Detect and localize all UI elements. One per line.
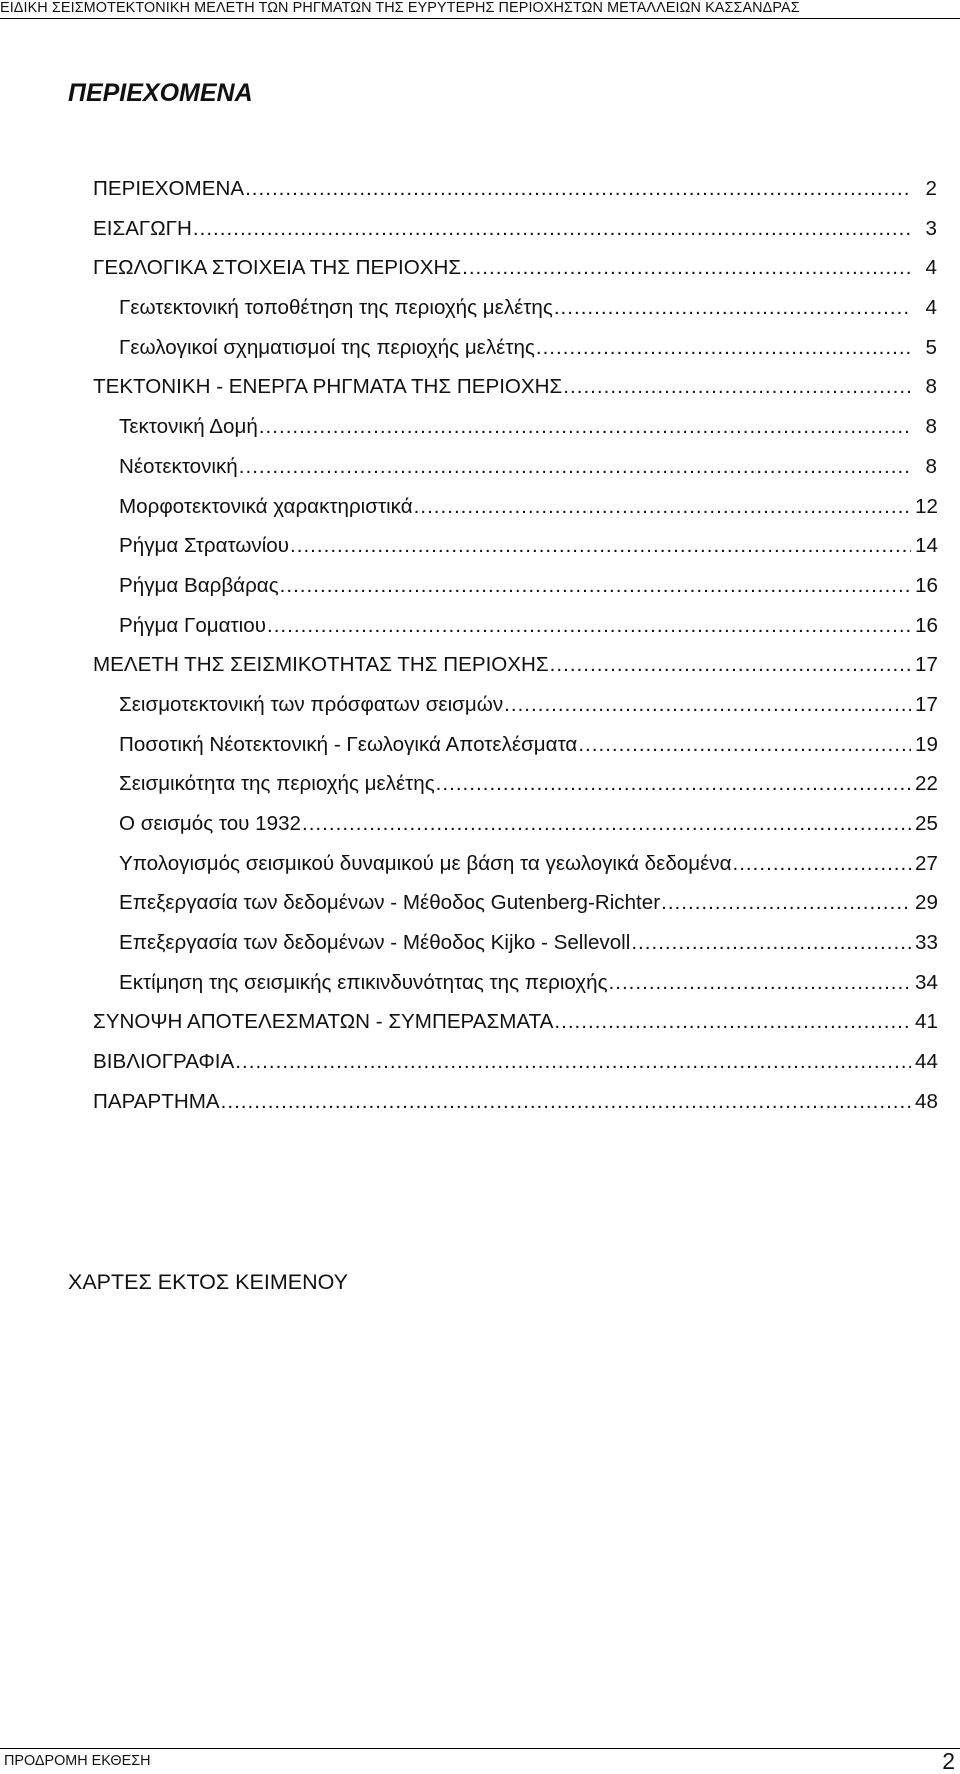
toc-entry-leader	[259, 415, 911, 439]
toc-entry-leader	[193, 217, 911, 241]
toc-entry[interactable]	[0, 296, 960, 336]
toc-entry[interactable]	[0, 971, 960, 1011]
toc-entry-title: Γεωλογικοί σχηματισμοί της περιοχής μελέτης	[119, 335, 535, 359]
toc-entry-title: ΕΙΣΑΓΩΓΗ	[93, 216, 192, 240]
footer-rule	[0, 1748, 960, 1749]
toc-entry-title: Υπολογισμός σεισμικού δυναμικού με βάση τα γεωλογικά δεδομένα	[119, 851, 732, 875]
toc-entry-leader	[462, 256, 911, 280]
toc-entry[interactable]	[0, 574, 960, 614]
toc-entry[interactable]	[0, 217, 960, 257]
toc-entry[interactable]	[0, 891, 960, 931]
running-header	[0, 0, 960, 22]
toc-entry-page: 41	[915, 1010, 938, 1034]
toc-entry-title: ΠΑΡΑΡΤΗΜΑ	[93, 1089, 220, 1113]
footer-label: ΠΡΟΔΡΟΜΗ ΕΚΘΕΣΗ	[4, 1753, 151, 1769]
toc-entry-page: 4	[925, 296, 937, 320]
toc-entry[interactable]	[0, 614, 960, 654]
header-rule	[0, 18, 960, 19]
toc-entry-page: 29	[915, 891, 938, 915]
toc-entry-title: Σεισμικότητα της περιοχής μελέτης	[119, 772, 435, 796]
toc-entry-title: Γεωτεκτονική τοποθέτηση της περιοχής μελέτης	[119, 296, 553, 320]
toc-entry-title: ΤΕΚΤΟΝΙΚΗ - ΕΝΕΡΓΑ ΡΗΓΜΑΤΑ ΤΗΣ ΠΕΡΙΟΧΗΣ	[93, 375, 563, 399]
toc-entry-page: 8	[925, 454, 937, 478]
toc-entry[interactable]	[0, 931, 960, 971]
footer-page-number: 2	[942, 1748, 955, 1774]
toc-entry-page: 17	[915, 653, 938, 677]
running-header-title: ΕΙΔΙΚΗ ΣΕΙΣΜΟΤΕΚΤΟΝΙΚΗ ΜΕΛΕΤΗ ΤΩΝ ΡΗΓΜΑΤΩΝ ΤΗΣ ΕΥΡΥΤΕΡΗΣ ΠΕΡΙΟΧΗΣΤΩΝ ΜΕΤΑΛΛΕΙΩΝ ΚΑΣΣΑΝΔΡΑΣ	[0, 0, 800, 16]
toc-entry-page: 5	[925, 335, 937, 359]
toc-entry-title: Νέοτεκτονική	[119, 454, 238, 478]
page-footer	[0, 1748, 960, 1774]
toc-entry-page: 25	[915, 812, 938, 835]
toc-entry-title: Ρήγμα Γοματιου	[119, 613, 266, 637]
toc-entry-title: ΜΕΛΕΤΗ ΤΗΣ ΣΕΙΣΜΙΚΟΤΗΤΑΣ ΤΗΣ ΠΕΡΙΟΧΗΣ	[93, 653, 549, 677]
toc-entry[interactable]	[0, 812, 960, 852]
toc-entry-leader	[550, 653, 911, 677]
toc-entry-leader	[563, 375, 911, 399]
toc-entry[interactable]	[0, 336, 960, 376]
toc-entry-leader	[245, 177, 911, 201]
toc-entry-leader	[280, 574, 911, 598]
toc-entry-page: 14	[915, 534, 938, 558]
toc-entry-leader	[661, 891, 911, 915]
toc-entry[interactable]	[0, 415, 960, 455]
toc-entry-page: 34	[915, 970, 938, 994]
toc-entry-leader	[732, 852, 911, 876]
toc-entry-page: 27	[915, 851, 938, 875]
toc-entry[interactable]	[0, 177, 960, 217]
toc-entry-page: 44	[915, 1050, 938, 1074]
toc-entry-leader	[414, 495, 911, 519]
toc-entry-title: Ρήγμα Βαρβάρας	[119, 573, 279, 597]
toc-title: ΠΕΡΙΕΧΟΜΕΝΑ	[68, 79, 253, 107]
toc-entry-page: 33	[915, 931, 938, 955]
toc-entry-leader	[504, 693, 911, 717]
toc-entry-leader	[554, 296, 911, 320]
toc-entry-page: 19	[915, 732, 938, 756]
toc-entry-page: 16	[915, 613, 938, 637]
toc-entry-leader	[235, 1050, 911, 1074]
toc-entry-title: Ο σεισμός του 1932	[119, 812, 301, 835]
toc-entry-title: ΠΕΡΙΕΧΟΜΕΝΑ	[93, 177, 245, 200]
toc-entry-leader	[221, 1090, 911, 1114]
toc-entry[interactable]	[0, 1050, 960, 1090]
toc-entry-page: 16	[915, 573, 938, 597]
toc-entry[interactable]	[0, 1010, 960, 1050]
toc-entry-leader	[536, 336, 911, 360]
toc-entry[interactable]	[0, 256, 960, 296]
toc-list	[0, 177, 960, 1130]
toc-entry-leader	[239, 455, 911, 479]
toc-entry[interactable]	[0, 733, 960, 773]
toc-entry[interactable]	[0, 1090, 960, 1130]
toc-entry-leader	[554, 1010, 911, 1034]
toc-entry-page: 3	[925, 216, 937, 240]
toc-entry-title: Επεξεργασία των δεδομένων - Μέθοδος Gutenberg-Richter	[119, 891, 661, 915]
toc-entry-title: Τεκτονική Δομή	[119, 415, 258, 439]
toc-entry-title: Σεισμοτεκτονική των πρόσφατων σεισμών	[119, 692, 504, 716]
toc-entry-page: 2	[925, 177, 937, 200]
toc-entry[interactable]	[0, 534, 960, 574]
toc-entry-title: ΣΥΝΟΨΗ ΑΠΟΤΕΛΕΣΜΑΤΩΝ - ΣΥΜΠΕΡΑΣΜΑΤΑ	[93, 1010, 554, 1034]
toc-entry-title: Επεξεργασία των δεδομένων - Μέθοδος Kijko - Sellevoll	[119, 931, 631, 955]
maps-outside-text-heading: ΧΑΡΤΕΣ ΕΚΤΟΣ ΚΕΙΜΕΝΟΥ	[68, 1270, 348, 1294]
toc-entry[interactable]	[0, 693, 960, 733]
toc-entry-leader	[578, 733, 911, 757]
toc-entry-page: 8	[925, 375, 937, 399]
toc-entry-title: Εκτίμηση της σεισμικής επικινδυνότητας της περιοχής	[119, 970, 608, 994]
toc-entry[interactable]	[0, 495, 960, 535]
toc-entry-title: Μορφοτεκτονικά χαρακτηριστικά	[119, 494, 413, 518]
toc-entry-page: 48	[915, 1089, 938, 1113]
toc-entry-page: 12	[915, 494, 938, 518]
toc-entry-leader	[302, 812, 911, 836]
toc-entry[interactable]	[0, 772, 960, 812]
toc-entry-page: 17	[915, 692, 938, 716]
toc-entry-leader	[631, 931, 911, 955]
toc-entry-title: Ρήγμα Στρατωνίου	[119, 534, 289, 558]
toc-entry-title: ΓΕΩΛΟΓΙΚΑ ΣΤΟΙΧΕΙΑ ΤΗΣ ΠΕΡΙΟΧΗΣ	[93, 256, 462, 280]
toc-entry-page: 22	[915, 772, 938, 796]
toc-entry-leader	[267, 614, 911, 638]
toc-entry-page: 4	[925, 256, 937, 280]
toc-entry[interactable]	[0, 375, 960, 415]
toc-entry[interactable]	[0, 653, 960, 693]
toc-entry-leader	[436, 772, 911, 796]
toc-entry[interactable]	[0, 455, 960, 495]
toc-entry-page: 8	[925, 415, 937, 439]
toc-entry-title: Ποσοτική Νέοτεκτονική - Γεωλογικά Αποτελέσματα	[119, 732, 578, 756]
toc-entry-title: ΒΙΒΛΙΟΓΡΑΦΙΑ	[93, 1050, 235, 1074]
toc-entry-leader	[609, 971, 912, 995]
toc-entry[interactable]	[0, 852, 960, 892]
toc-entry-leader	[290, 534, 911, 558]
